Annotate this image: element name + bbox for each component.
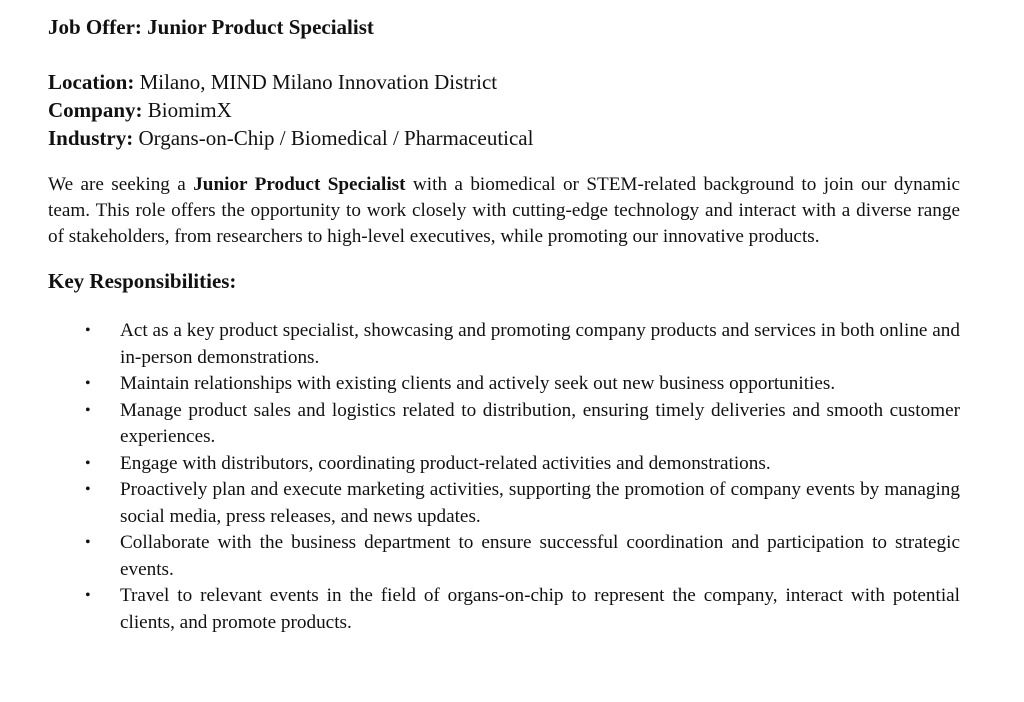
industry-line [48,124,960,152]
intro-text-after: with a biomedical or STEM-related background to join our dynamic team. This role offers the opportunity to work closely with cutting-edge technology and interact with a diverse range of stakeholders, from researchers to high-level executives, while promoting our innovative products. [48,174,960,247]
responsibilities-list [48,318,960,636]
company-value: BiomimX [142,98,232,122]
list-item-text: Act as a key product specialist, showcasing and promoting company products and services in both online and in-person demonstrations. [120,320,960,368]
bullet-icon: • [85,587,91,604]
bullet-icon: • [85,481,91,498]
list-item-text: Engage with distributors, coordinating product-related activities and demonstrations. [120,452,771,474]
intro-text-before: We are seeking a [48,174,194,195]
company-line [48,96,960,124]
list-item-text: Travel to relevant events in the field of organs-on-chip to represent the company, interact with potential clients, and promote products. [120,585,960,633]
list-item [48,318,960,371]
list-item [48,451,960,478]
location-label: Location: [48,70,135,94]
intro-paragraph [48,172,960,250]
industry-value: Organs-on-Chip / Biomedical / Pharmaceutical [133,126,534,150]
intro-role-name: Junior Product Specialist [193,174,406,195]
page-title: Job Offer: Junior Product Specialist [48,15,374,39]
document-page [48,14,960,636]
location-line [48,68,960,96]
list-item-text: Manage product sales and logistics related to distribution, ensuring timely deliveries and smooth customer experiences. [120,399,960,447]
company-label: Company: [48,98,143,122]
job-meta [48,68,960,152]
list-item-text: Maintain relationships with existing clients and actively seek out new business opportunities. [120,373,836,394]
list-item [48,583,960,636]
responsibilities-heading: Key Responsibilities: [48,269,237,293]
list-item-text: Collaborate with the business department to ensure successful coordination and participation to strategic events. [120,532,960,580]
location-value: Milano, MIND Milano Innovation District [134,70,498,94]
list-item [48,530,960,583]
list-item-text: Proactively plan and execute marketing activities, supporting the promotion of company events by managing social media, press releases, and news updates. [120,479,960,527]
list-item [48,398,960,451]
list-item [48,371,960,398]
bullet-icon: • [85,454,91,472]
bullet-icon: • [85,401,91,419]
industry-label: Industry: [48,126,134,150]
bullet-icon: • [85,534,91,551]
list-item [48,477,960,530]
bullet-icon: • [85,375,91,392]
bullet-icon: • [85,322,91,339]
